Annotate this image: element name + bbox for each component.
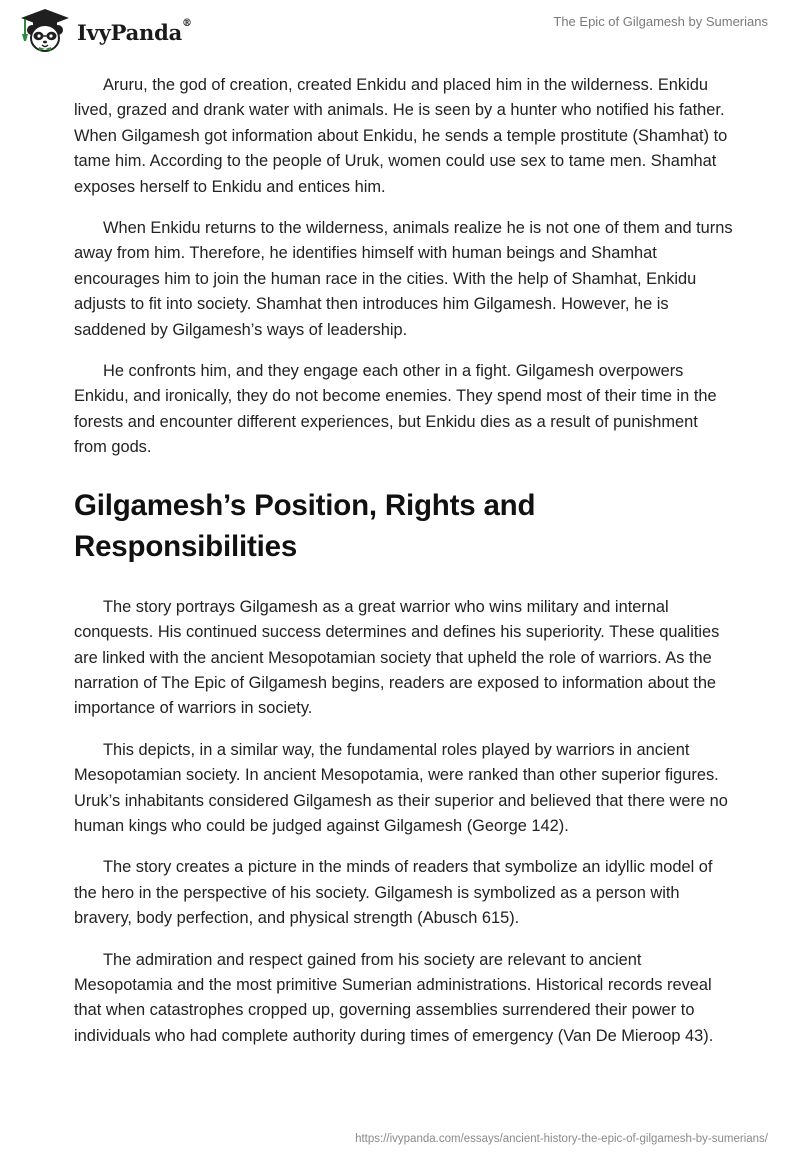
page-header [0, 0, 800, 60]
ivypanda-logo[interactable] [15, 8, 192, 54]
paragraph: The story portrays Gilgamesh as a great warrior who wins military and internal conquests. His continued success determines and defines his superiority. These qualities are linked with the ancient Mesopotamian society that upheld the role of warriors. As the narration of The Epic of Gilgamesh begins, readers are exposed to information about the importance of warriors in society. [74, 597, 720, 718]
paragraph: The admiration and respect gained from his society are relevant to ancient Mesopotamia and the most primitive Sumerian administrations. Historical records reveal that when catastrophes cropped up, governing assemblies surrendered their power to individuals who had complete authority during times of emergency (Van De Mieroop 43). [74, 950, 714, 1045]
logo-text: IvyPanda [77, 19, 183, 45]
document-title: The Epic of Gilgamesh by Sumerians [553, 14, 768, 29]
paragraph: The story creates a picture in the minds of readers that symbolize an idyllic model of the hero in the perspective of his society. Gilgamesh is symbolized as a person with bravery, body perfection, and physical strength (Abusch 615). [74, 858, 713, 928]
paragraph: When Enkidu returns to the wilderness, animals realize he is not one of them and turns away from him. Therefore, he identifies himself with human beings and Shamhat encourages him to join the human race in the cities. With the help of Shamhat, Enkidu adjusts to fit into society. Shamhat then introduces him Gilgamesh. However, he is saddened by Gilgamesh’s ways of leadership. [74, 219, 733, 339]
paragraph: This depicts, in a similar way, the fundamental roles played by warriors in ancient Mesopotamian society. In ancient Mesopotamia, were ranked than other superior figures. Uruk’s inhabitants considered Gilgamesh as their superior and believed that there were no human kings who could be judged against Gilgamesh (George 142). [74, 740, 728, 835]
registered-mark: ® [182, 17, 192, 29]
paragraph: He confronts him, and they engage each other in a fight. Gilgamesh overpowers Enkidu, and ironically, they do not become enemies. They spend most of their time in the forests and encounter different experiences, but Enkidu dies as a result of punishment from gods. [74, 362, 717, 457]
essay-content [74, 73, 734, 1065]
logo-wordmark [77, 17, 192, 45]
paragraph: Aruru, the god of creation, created Enkidu and placed him in the wilderness. Enkidu lived, grazed and drank water with animals. He is seen by a hunter who notified his father. When Gilgamesh got information about Enkidu, he sends a temple prostitute (Shamhat) to tame him. According to the people of Uruk, women could use sex to tame men. Shamhat exposes herself to Enkidu and entices him. [74, 76, 728, 196]
section-heading: Gilgamesh’s Position, Rights and Responsibilities [74, 488, 536, 563]
source-url[interactable]: https://ivypanda.com/essays/ancient-history-the-epic-of-gilgamesh-by-sumerians/ [355, 1133, 768, 1145]
panda-graduate-icon [15, 8, 75, 54]
